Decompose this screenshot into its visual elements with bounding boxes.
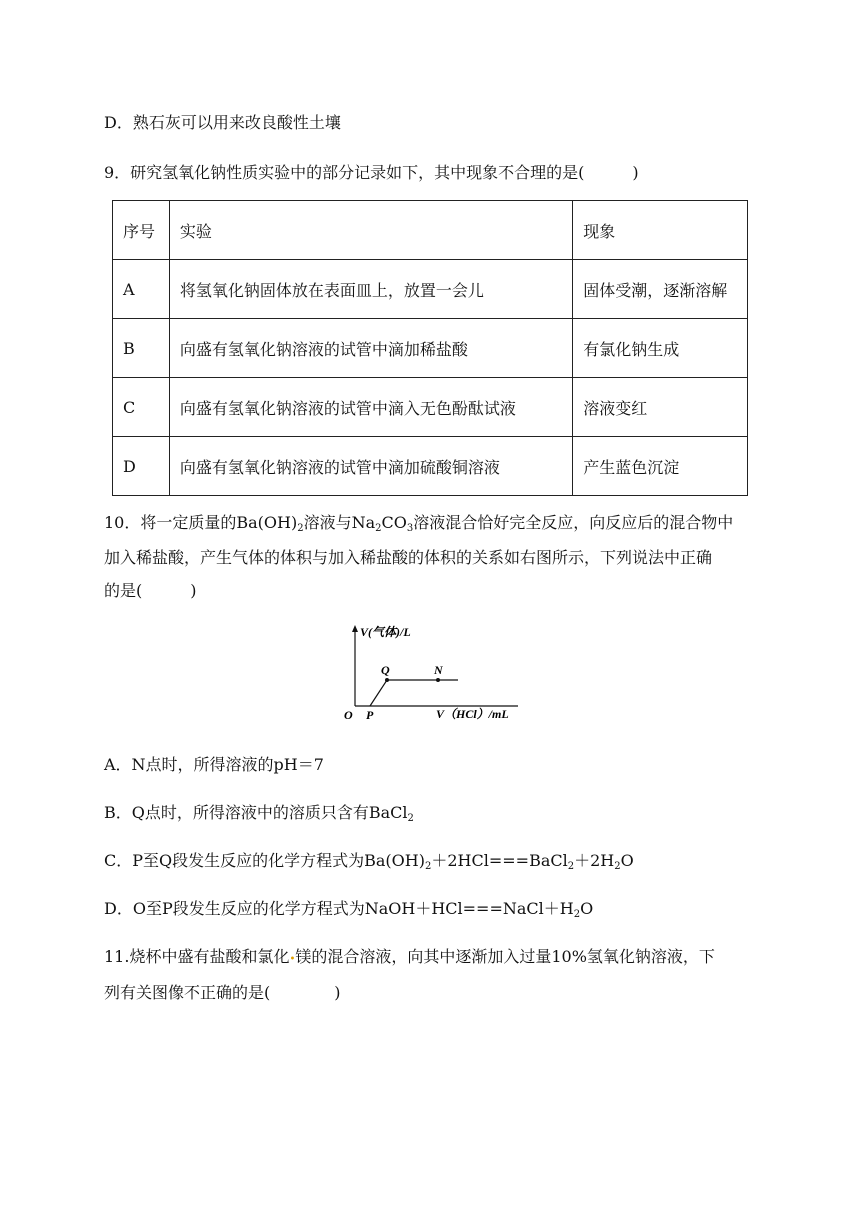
q11-stem-line-2: 列有关图像不正确的是( ) (104, 983, 341, 1002)
q10-graph (340, 622, 530, 726)
row-experiment: 向盛有氢氧化钠溶液的试管中滴入无色酚酞试液 (169, 378, 572, 437)
q10-option-d: D．O至P段发生反应的化学方程式为$NaOH+HCl===NaCl+H_2O$ (104, 899, 594, 920)
table-header-row (113, 201, 748, 260)
q11-stem-line-1: 11.烧杯中盛有盐酸和氯化•镁的混合溶液，向其中逐渐加入过量10%氢氧化钠溶液，下 (104, 947, 715, 966)
data-line (370, 680, 458, 706)
point-p-label: P (366, 708, 374, 722)
q10-stem-line-2: 加入稀盐酸，产生气体的体积与加入稀盐酸的体积的关系如右图所示，下列说法中正确 (104, 548, 713, 567)
row-experiment: 将氢氧化钠固体放在表面皿上，放置一会儿 (169, 260, 572, 319)
q10-option-a: A．N点时，所得溶液的pH＝7 (104, 755, 324, 774)
row-id: C (113, 378, 170, 437)
q8-option-d: D．熟石灰可以用来改良酸性土壤 (104, 113, 341, 132)
point-n-dot (436, 678, 440, 682)
row-experiment: 向盛有氢氧化钠溶液的试管中滴加稀盐酸 (169, 319, 572, 378)
point-q-label: Q (381, 663, 390, 677)
dot-mark: • (289, 954, 296, 965)
q10-option-c: C．P至Q段发生反应的化学方程式为$Ba(OH)_2+2HCl===BaCl_2+2H_2O$ (104, 851, 634, 872)
origin-label: O (344, 708, 353, 722)
point-n-label: N (434, 663, 443, 677)
x-axis-label: V（HCl）/mL (436, 707, 509, 721)
row-phenomenon: 有氯化钠生成 (573, 319, 748, 378)
q10-stem-line-3: 的是( ) (104, 581, 197, 600)
table-row (113, 319, 748, 378)
header-phenomenon: 现象 (573, 201, 748, 260)
table-row (113, 437, 748, 496)
q9-stem: 9．研究氢氧化钠性质实验中的部分记录如下，其中现象不合理的是( ) (104, 163, 639, 182)
row-id: B (113, 319, 170, 378)
row-phenomenon: 产生蓝色沉淀 (573, 437, 748, 496)
row-id: D (113, 437, 170, 496)
y-axis-label: V(气体)/L (360, 625, 411, 639)
row-id: A (113, 260, 170, 319)
row-phenomenon: 固体受潮，逐渐溶解 (573, 260, 748, 319)
header-experiment: 实验 (169, 201, 572, 260)
row-experiment: 向盛有氢氧化钠溶液的试管中滴加硫酸铜溶液 (169, 437, 572, 496)
table-row (113, 378, 748, 437)
q10-stem-line-1: 10．将一定质量的$Ba(OH)_2$溶液与$Na_2CO_3$溶液混合恰好完全反应，向反应后的混合物中 (104, 513, 734, 534)
header-id: 序号 (113, 201, 170, 260)
q9-table (112, 200, 748, 496)
table-row (113, 260, 748, 319)
y-axis-arrow (352, 625, 358, 632)
point-q-dot (385, 678, 389, 682)
q10-option-b: B．Q点时，所得溶液中的溶质只含有BaCl$_2$ (104, 803, 414, 824)
row-phenomenon: 溶液变红 (573, 378, 748, 437)
